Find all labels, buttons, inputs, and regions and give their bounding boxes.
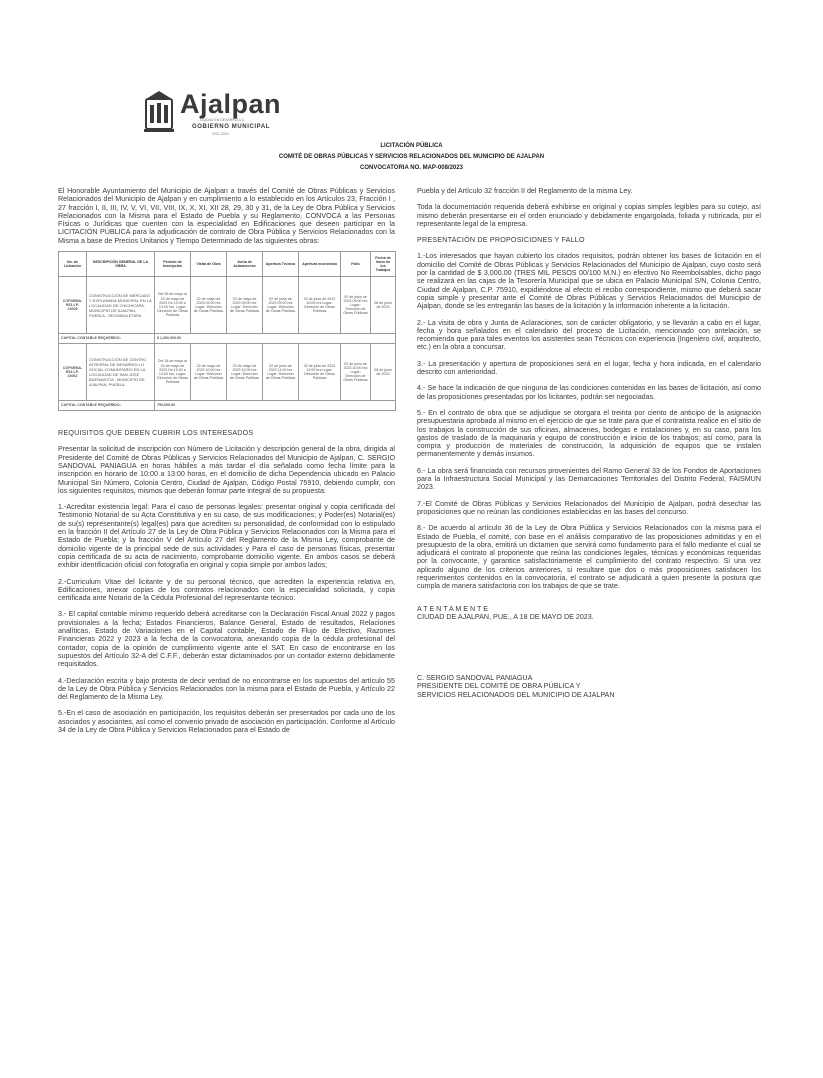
table-header: Apertura Técnica — [263, 252, 299, 277]
documentation-paragraph: Toda la documentación requerida deberá exhibirse en original y copias simples legibles para su cotejo, así mismo deberán presentarse en el orden enunciado y debidamente engargolada, foliada y rubricada, por el representante legal de la empresa. — [417, 203, 761, 228]
capital-row — [59, 401, 396, 411]
table-header-row — [59, 252, 396, 277]
table-header: Junta de Aclaraciones — [227, 252, 263, 277]
logo-years: 2021-2024 — [212, 132, 229, 136]
table-header: DESCRIPCIÓN GENERAL DE LA OBRA — [87, 252, 155, 277]
apertura-tecnica: 02 de junio de 2023 09:00 hrs Lugar: Dirección de Obras Públicas — [263, 277, 299, 334]
presentacion-item: 1.-Los interesados que hayan cubierto los citados requisitos, podrán obtener los bases de licitación en el domicilio del Comité de Obras Públicas y Servicios Relacionados del Municipio de Ajalpan, cuyo costo será por la cantidad de $ 3,000.00 (TRES MIL PESOS 00/100 M.N.) en efectivo No Reembolsables, dicho pago se realizará en las cajas de la Tesorería Municipal que se ubica en Palacio Municipal S/N, Colonia Centro, Ciudad de Ajalpan, C.P. 75910, expidiéndose al efecto el recibo correspondiente, mismo que deberá sacar copia simple y presentar ante el Comité de Obras Públicas y Servicios Relacionados del Municipio de Ajalpan, donde se les entregarán las bases de la licitación y la información inherente a la licitación. — [417, 252, 761, 311]
presentacion-item: 5.- En el contrato de obra que se adjudique se otorgara el treinta por ciento de anticipo de la asignación presupuestaria aprobada al mismo en el ejercicio de que se trate para que el contratista realice en el sitio de los trabajos la construcción de sus oficinas, almacenes, bodegas e instalaciones y, en su caso, para los gastos de traslado de la maquinaria y equipo de construcción e inicio de los trabajos; así como, para la compra y producción de materiales de construcción, la adquisición de equipos que se instalen permanentemente y demás insumos. — [417, 408, 761, 459]
licitacion-number: COPSRMA-R33-LP-23008 — [59, 277, 87, 334]
apertura-economica: 02 de junio de 2023 12:00 hrs Lugar: Dirección de Obras Públicas — [299, 344, 341, 401]
requisito-item: 5.-En el caso de asociación en participación, los requisitos deberán ser presentados por cada uno de los asociados y asociantes, así como el convenio privado de asociación en participación. Conforme al Artículo 34 de la Ley de Obra Pública y Servicios Relacionados para el Estado de — [58, 709, 395, 734]
presentacion-item: 6.- La obra será financiada con recursos provenientes del Ramo General 33 de los Fondos de Aportaciones para la Infraestructura Social Municipal y las Demarcaciones Territoriales del Distrito Federal, FAISMUN 2023. — [417, 466, 761, 492]
convocatoria-number: CONVOCATORIA NO. MAP-008/2023 — [360, 165, 463, 171]
continuation-paragraph: Puebla y del Artículo 32 fracción II del Reglamento de la misma Ley. — [417, 187, 633, 195]
licitacion-number: COPSRMA-R33-LP-23062 — [59, 344, 87, 401]
place-date: CIUDAD DE AJALPAN, PUE., A 18 DE MAYO DE 2023. — [417, 613, 594, 622]
work-description: CONSTRUCCIÓN DE MERCADO Y EXPLANADA MUNICIPAL EN LA LOCALIDAD DE CHICHICAPA, MUNICIPIO DE AJALPAN, PUEBLA., SEGUNDA ETAPA — [87, 277, 155, 334]
capital-label: CAPITAL CONTABLE REQUERIDO: — [59, 334, 155, 344]
fecha-inicio: 08 de junio de 2023 — [371, 277, 396, 334]
logo-tag: CIUDAD EN DESARROLLO — [200, 118, 245, 122]
logo-gov: GOBIERNO MUNICIPAL — [192, 124, 271, 130]
capital-value: 750,000.00 — [155, 401, 396, 411]
closing-block — [417, 605, 761, 700]
requisito-item: 3.- El capital contable mínimo requerido deberá acreditarse con la Declaración Fiscal Anual 2022 y pagos provisionales a la fecha; Estados Financieros, Balance General, Estado de resultados, Relaciones analíticas, Estado de Variaciones en el Capital contable, Estado de Flujo de Efectivo, Razones Financieras 2022 y 2023 a la fecha de la convocatoria, anexando copia de la cédula profesional del contador, copia de la opinión de cumplimiento vigente ante el SAT. En caso de encontrarse en los supuestos del Artículo 32-A del C.F.F., deberán estar dictaminados por un contador externo debidamente requisitados. — [58, 610, 395, 669]
apertura-tecnica: 02 de junio de 2023 11:00 hrs Lugar: Dirección de Obras Públicas — [263, 344, 299, 401]
junta-aclaraciones: 23 de mayo de 2023 10:00 hrs Lugar: Dirección de Obras Públicas — [227, 344, 263, 401]
fallo: 02 de junio de 2023 09:00 hrs Lugar: Dirección de Obras Públicas — [341, 277, 371, 334]
visita-obra: 22 de mayo de 2023 10:00 hrs Lugar: Dirección de Obras Públicas — [191, 344, 227, 401]
requisitos-heading: REQUISITOS QUE DEBEN CUBRIR LOS INTERESADOS — [58, 429, 254, 438]
signatory-name: C. SERGIO SANDOVAL PANIAGUA — [417, 673, 533, 682]
presentacion-item: 8.- De acuerdo al artículo 36 de la Ley de Obra Pública y Servicios Relacionados con la misma para el Estado de Puebla, el comité, con base en el análisis comparativo de las proposiciones admitidas y en el presupuesto de la obra, emitirá un dictamen que servirá como fundamento para el fallo mediante el cual se adjudicará el contrato al proponente que reúna las condiciones legales, técnicas y económicas requeridas por la convocante, y garantice satisfactoriamente el cumplimiento del contrato respectivo. Si una vez aplicado alguno de los criterios anteriores, si resultare que dos o más proposiciones satisfacen los requerimientos contenidos en la convocatoria, el contrato se adjudicará a quien presente la postura que cumpla de manera satisfactoria con los trabajos de que se trate. — [417, 524, 761, 591]
presentacion-item: 2.- La visita de obra y Junta de Aclaraciones, son de carácter obligatorio, y se llevarán a cabo en el lugar, fecha y hora señalados en el calendario del proceso de Licitación, mencionado con antelación, se recomienda que para tales eventos los asistentes sean Técnicos con experiencia (Ingeniero civil, arquitecto, etc.) en la obra a concursar. — [417, 318, 761, 352]
logo-name: Ajalpan — [180, 89, 282, 119]
table-row — [59, 277, 396, 334]
presentacion-item: 4.- Se hace la indicación de que ninguna de las condiciones contenidas en las bases de licitación, así como de las proposiciones presentadas por los licitantes, podrán ser negociadas. — [417, 384, 761, 401]
fallo: 02 de junio de 2023 10:00 hrs Lugar: Dirección de Obras Públicas — [341, 344, 371, 401]
signatory-title-1: PRESIDENTE DEL COMITÉ DE OBRA PÚBLICA Y — [417, 682, 581, 691]
table-header: Periodo de Inscripción — [155, 252, 191, 277]
document-title: LICITACIÓN PÚBLICA — [380, 143, 443, 149]
inscripcion-period: Del 18 de mayo al 24 de mayo de 2023 De 10:00 a 13:00 hrs. Lugar: Dirección de Obras Públicas — [155, 344, 191, 401]
capital-row — [59, 334, 396, 344]
visita-obra: 22 de mayo de 2023 09:00 hrs Lugar: Dirección de Obras Públicas — [191, 277, 227, 334]
fecha-inicio: 08 de junio de 2023 — [371, 344, 396, 401]
committee-title: COMITÉ DE OBRAS PÚBLICAS Y SERVICIOS RELACIONADOS DEL MUNICIPIO DE AJALPAN — [278, 154, 545, 160]
table-header: No. de Licitación — [59, 252, 87, 277]
signatory-title-2: SERVICIOS RELACIONADOS DEL MUNICIPIO DE AJALPAN — [417, 690, 615, 699]
requisito-item: 2.-Curriculum Vitae del licitante y de su personal técnico, que acrediten la experiencia relativa en, Edificaciones, anexar copias de los contratos relacionados con la especialidad solicitada, y copia certificada ante Notario de la Cédula Profesional del representante técnico. — [58, 577, 395, 603]
table-header: Apertura económica — [299, 252, 341, 277]
inscripcion-period: Del 18 de mayo al 24 de mayo de 2023 De 10:00 a 13:00 hrs. Lugar: Dirección de Obras Públicas — [155, 277, 191, 334]
left-column — [58, 187, 395, 742]
intro-paragraph: El Honorable Ayuntamiento del Municipio de Ajalpan a través del Comité de Obras Públicas y Servicios Relacionados del Municipio de Ajalpan y en cumplimiento a lo establecido en los Artículos 23, Fracción I , 27 fracción I, II, III, IV, V, VI, VII, VIII, IX, X, XI, XII 28, 29, 30 y 31, de la Ley de Obra Pública y Servicios Relacionados con la Misma para el Estado de Puebla y su Reglamento, CONVOCA a las Personas Físicas o Jurídicas que cuenten con la especialidad en Edificaciones que deseen participar en la LICITACIÓN PÚBLICA para la adjudicación de contrato de Obra Pública y Servicios Relacionados con la Misma a base de Precios Unitarios y Tiempo Determinado de las siguientes obras: — [58, 187, 395, 245]
apertura-economica: 02 de junio de 2023 10:00 hrs Lugar: Dirección de Obras Públicas — [299, 277, 341, 334]
table-header: Fallo — [341, 252, 371, 277]
capital-label: CAPITAL CONTABLE REQUERIDO: — [59, 401, 155, 411]
municipal-logo — [140, 85, 280, 141]
capital-value: $ 1,300,000.00 — [155, 334, 396, 344]
table-header: Fecha de Inicio de los Trabajos — [371, 252, 396, 277]
presentacion-heading: PRESENTACIÓN DE PROPOSICIONES Y FALLO — [417, 236, 585, 245]
junta-aclaraciones: 23 de mayo de 2023 09:00 hrs Lugar: Dirección de Obras Públicas — [227, 277, 263, 334]
requisitos-intro: Presentar la solicitud de inscripción con Número de Licitación y descripción general de la obra, dirigida al Presidente del Comité de Obras Públicas y Servicios Relacionados del Municipio de Ajalpan, C. SERGIO SANDOVAL PANIAGUA en horas hábiles a más tardar el día señalado como fecha límite para la inscripción en horario de 10:00 a 13:00 horas, en el domicilio de dicha Dependencia ubicado en Palacio Municipal Sin Número, Colonia Centro, Ciudad de Ajalpan, Código Postal 75910, debiendo cumplir, con los siguientes requisitos, mismos que deberán formar parte integral de su propuesta: — [58, 445, 395, 495]
work-description: CONSTRUCCIÓN DE CENTRO INTEGRAL DE DESARROLLO SOCIAL COMUNITARIO EN LA LOCALIDAD DE SAN JOSÉ BUENAVISTA , MUNICIPIO DE AJALPAN, PUEBLA. — [87, 344, 155, 401]
table-row — [59, 344, 396, 401]
right-column — [417, 187, 761, 699]
presentacion-item: 7.-El Comité de Obras Públicas y Servicios Relacionados del Municipio de Ajalpan, podrá desechar las proposiciones que no reúnan las condiciones establecidas en las bases del concurso. — [417, 499, 761, 516]
table-header: Visita de Obra — [191, 252, 227, 277]
requisito-item: 4.-Declaración escrita y bajo protesta de decir verdad de no encontrarse en los supuestos del artículo 55 de la Ley de Obra Pública y Servicios Relacionados con la misma para el Estado de Puebla, y Artículo 22 del Reglamento de la Misma Ley. — [58, 676, 395, 702]
atentamente: A T E N T A M E N T E — [417, 604, 489, 613]
requisito-item: 1.-Acreditar existencia legal: Para el caso de personas legales: presentar original y copia certificada del Testimonio Notarial de su Acta Constitutiva y en su caso, de sus modificaciones; y Poder(es) Notarial(es) de su(s) representante(s) legal(es) para que acrediten su personalidad, de conformidad con lo estipulado en la fracción II del Artículo 27 de la Ley de Obra Pública y Servicios Relacionados con la Misma para el Estado de Puebla; y la fracción V del Artículo 27 del Reglamento de la Misma Ley, comprobante de domicilio vigente de la principal sede de sus actividades y Para el caso de personas físicas, presentar copia certificada de su acta de nacimiento, comprobante domicilio vigente. En ambos casos se deberá exhibir identificación oficial con fotografía en original y copia simple por ambos lados; — [58, 503, 395, 570]
works-table — [58, 251, 396, 411]
presentacion-item: 3.- La presentación y apertura de proposiciones será en el lugar, fecha y hora indicada, en el calendario descrito con anterioridad. — [417, 359, 761, 377]
